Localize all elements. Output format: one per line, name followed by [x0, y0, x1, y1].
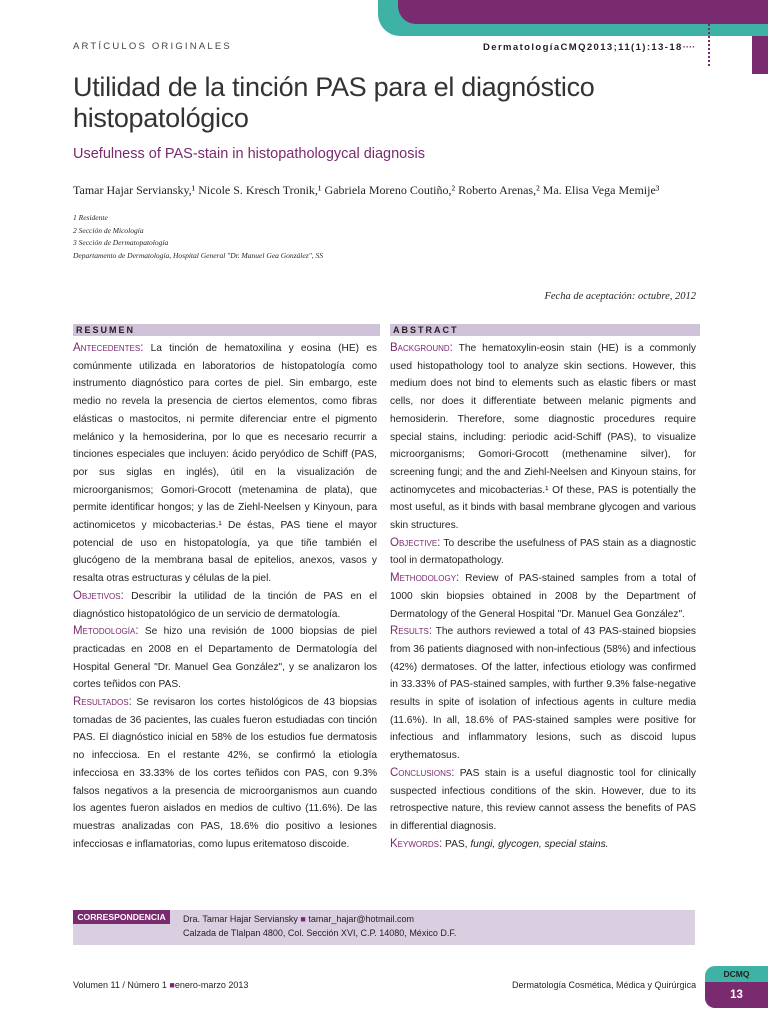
page-number: 13 — [705, 982, 768, 1008]
resumen-paragraph — [73, 623, 377, 694]
affiliation-3: 3 Sección de Dermatopatología — [73, 238, 169, 247]
keywords-line — [390, 836, 696, 854]
keyword-label: Objective: — [390, 536, 441, 549]
resumen-column — [73, 340, 377, 853]
resumen-heading: RESUMEN — [73, 324, 380, 336]
affiliation-department: Departamento de Dermatología, Hospital General "Dr. Manuel Gea González", SS — [73, 250, 324, 260]
abstract-paragraph — [390, 340, 696, 535]
keyword-label: Objetivos: — [73, 589, 124, 602]
citation-dots: ···· — [682, 42, 696, 53]
affiliations — [73, 212, 323, 262]
keywords-text: fungi, glycogen, special stains. — [467, 838, 609, 850]
correspondence-email[interactable]: tamar_hajar@hotmail.com — [305, 914, 415, 924]
journal-citation-text: DermatologíaCMQ2013;11(1):13-18 — [483, 42, 683, 53]
paragraph-text: The authors reviewed a total of 43 PAS-stained biopsies from 36 patients diagnosed with non-infectious (58%) and infectious (42%) dermatoses. Of the latter, infectious etiology was confirmed in 33.33% of PAS-stained samples, with further 9.3% false-negative results in spite of isolation of infectious agents in culture media (11.6%). In all, 18.6% of PAS-stained samples were positive for infectious and inflammatory lesions, such as discoid lupus erythematosus. — [390, 626, 696, 762]
paragraph-text: PAS stain is a useful diagnostic tool for clinically suspected infectious conditions of the skin. However, due to its retrospective nature, this review cannot assess the benefits of PAS in differential diagnosis. — [390, 767, 696, 832]
keywords-label: Keywords: — [390, 837, 443, 850]
abstract-paragraph — [390, 535, 696, 570]
resumen-paragraph — [73, 694, 377, 853]
section-label: ARTÍCULOS ORIGINALES — [73, 41, 232, 52]
affiliation-1: 1 Residente — [73, 213, 108, 222]
footer-issue — [73, 980, 248, 990]
correspondence-contact — [183, 914, 414, 924]
square-bullet-icon: ■ — [169, 980, 175, 990]
author-list: Tamar Hajar Serviansky,¹ Nicole S. Kresch Tronik,¹ Gabriela Moreno Coutiño,² Roberto Arenas,² Ma. Elisa Vega Memije³ — [73, 183, 660, 197]
abstract-heading: ABSTRACT — [390, 324, 700, 336]
keyword-label: Antecedentes: — [73, 342, 144, 354]
paragraph-text: Describir la utilidad de la tinción de PAS en el diagnóstico histopatológico de un servicio de dermatología. — [73, 590, 377, 620]
dotted-line-decoration — [708, 20, 718, 66]
keyword-label: Results: — [390, 625, 433, 638]
abstract-paragraph — [390, 765, 696, 836]
footer-period: enero-marzo 2013 — [174, 980, 249, 990]
side-tab — [752, 36, 768, 74]
paragraph-text: Se hizo una revisión de 1000 biopsias de piel practicadas en 2008 en el Departamento de Dermatología del Hospital General "Dr. Manuel Gea González", y se analizaron los cortes teñidos con PAS. — [73, 626, 377, 691]
footer-volume: Volumen 11 / Número 1 — [73, 980, 167, 990]
correspondence-address: Calzada de Tlalpan 4800, Col. Sección XVI, C.P. 14080, México D.F. — [183, 928, 457, 938]
square-bullet-icon: ■ — [300, 914, 306, 924]
keyword-label: Metodología: — [73, 625, 139, 638]
article-subtitle: Usefulness of PAS-stain in histopathologycal diagnosis — [73, 146, 425, 162]
affiliation-2: 2 Sección de Micología — [73, 225, 144, 235]
keyword-label: Methodology: — [390, 572, 460, 585]
abstract-paragraph — [390, 623, 696, 765]
resumen-paragraph — [73, 588, 377, 623]
acceptance-date: Fecha de aceptación: octubre, 2012 — [544, 291, 696, 302]
footer-journal-name: Dermatología Cosmética, Médica y Quirúrgica — [512, 980, 697, 990]
abstract-column — [390, 340, 696, 853]
paragraph-text: The hematoxylin-eosin stain (HE) is a commonly used histopathology tool to analyze skin sections. However, this medium does not bind to elements such as elastic fibers or mast cells, nor does it differentiate between melanic pigments and hemosiderin. Therefore, some diagnostic procedures require special stains, including: periodic acid-Schiff (PAS), to visualize microorganisms; Gomori-Grocott (methenamine silver), for screening fungi; and the and Ziehl-Neelsen and Kinyoun stains, for actinomycetes and micobacterias.¹ Of these, PAS is potentially the most useful, as it binds with basal membrane glycogen and various skin structures. — [390, 343, 696, 532]
correspondence-label: CORRESPONDENCIA — [73, 910, 170, 924]
keyword-label: Background: — [390, 342, 453, 354]
keyword-label: Conclusions: — [390, 766, 455, 779]
resumen-paragraph — [73, 340, 377, 588]
keyword-label: Resultados: — [73, 696, 132, 709]
abstract-paragraph — [390, 570, 696, 623]
paragraph-text: To describe the usefulness of PAS stain as a diagnostic tool in dermatopathology. — [390, 537, 696, 567]
correspondence-name: Dra. Tamar Hajar Serviansky — [183, 914, 298, 924]
journal-citation — [483, 42, 695, 53]
article-title: Utilidad de la tinción PAS para el diagnóstico histopatológico — [73, 72, 595, 133]
journal-badge: DCMQ — [705, 966, 768, 982]
keywords-pas: PAS, — [442, 838, 468, 850]
paragraph-text: Review of PAS-stained samples from a total of 1000 skin biopsies obtained in 2008 by the Department of Dermatology of the General Hospital "Dr. Manuel Gea González". — [390, 573, 696, 620]
paragraph-text: Se revisaron los cortes histológicos de 43 biopsias tomadas de 36 pacientes, las cuales fueron estudiadas con tinción PAS. El diagnóstico inicial en 58% de los estudios fue dermatosis no infecciosa. En el restante 42%, se confirmó la etiología infecciosa en 33.33% de los cortes teñidos con PAS, con 9.3% falsos negativos a la presencia de microorganismos aun cuando los agentes fueron aislados en medios de cultivo (11.6%). De las muestras analizadas con PAS, 18.6% dio positivo a lesiones infecciosas e inflamatorias, como lupus eritematoso discoide. — [73, 697, 377, 850]
paragraph-text: La tinción de hematoxilina y eosina (HE) es comúnmente utilizada en laboratorios de histopatología como instrumento diagnóstico para cortes de piel. Sin embargo, este medio no revela la presencia de ciertos elementos, como fibras elásticas o mastocitos, ni permite diferenciar entre el pigmento melánico y la hemosiderina, por lo que es necesario recurrir a tinciones especiales que incluyen: ácido peryódico de Schiff (PAS, por sus siglas en inglés), útil en la visualización de microorganismos; Gomori-Grocott (metenamina de plata), que permite identificar hongos; y las de Ziehl-Neelsen y Kinyoun, para actinomicetos y micobacterias.¹ De éstas, PAS tiene el mayor potencial de uso en histopatología, ya que tiñe también el glucógeno de la membrana basal de epitelios, anexos, vasos y resalta otras estructuras y células de la piel. — [73, 343, 377, 585]
